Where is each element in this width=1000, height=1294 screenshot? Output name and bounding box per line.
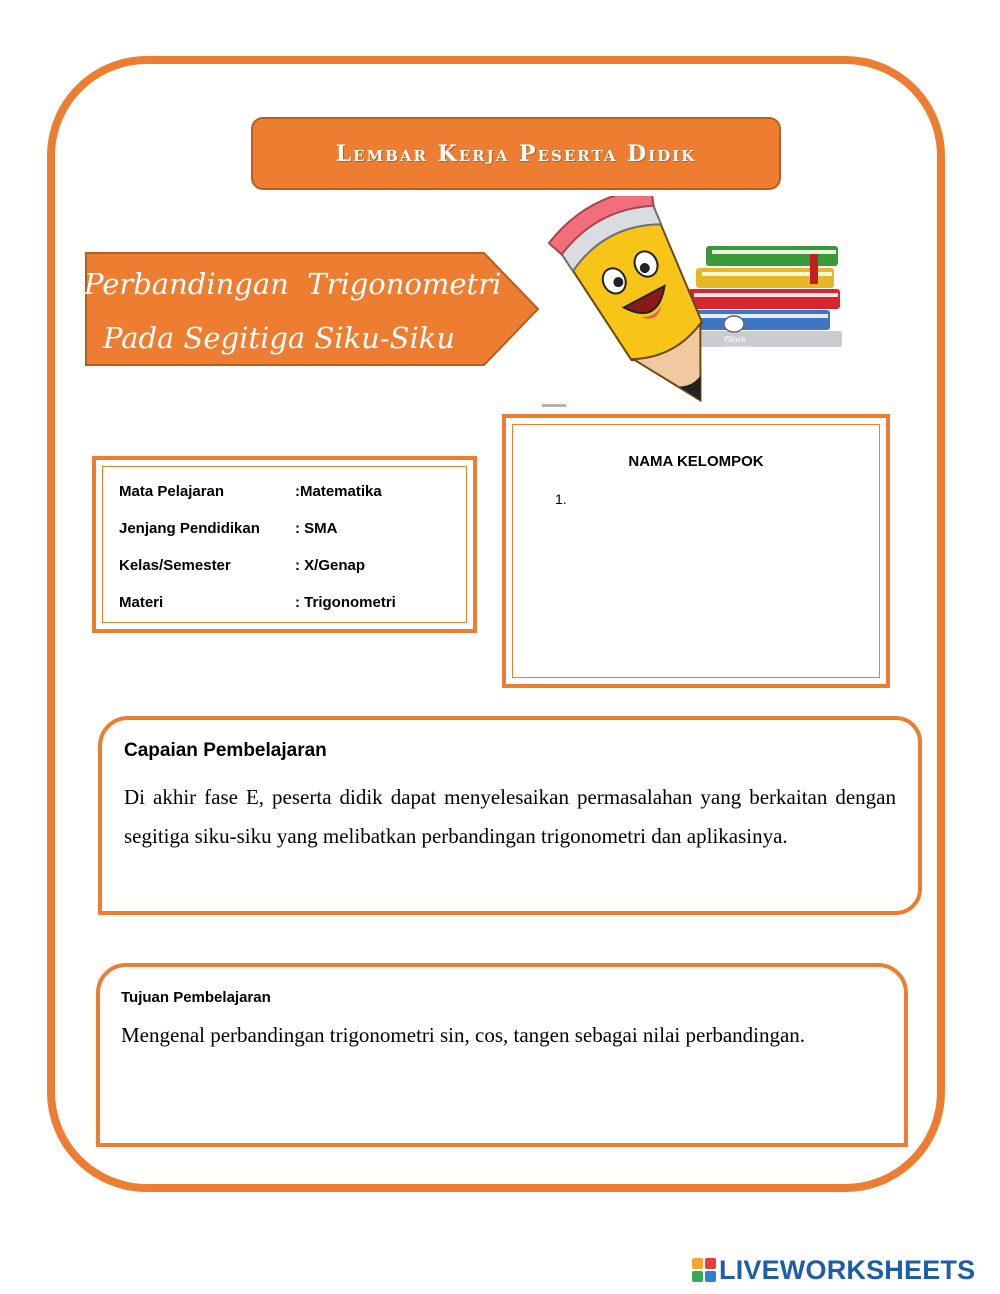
info-label: Jenjang Pendidikan xyxy=(119,520,260,537)
info-row-material xyxy=(119,594,396,611)
worksheet-title: Lembar Kerja Peserta Didik xyxy=(335,140,697,167)
topic-title xyxy=(84,257,502,365)
learning-objectives-box xyxy=(96,963,908,1147)
group-names-inner-border xyxy=(512,424,880,678)
header-banner xyxy=(251,117,781,190)
info-value: :Matematika xyxy=(295,483,382,500)
info-label: Mata Pelajaran xyxy=(119,483,225,500)
group-member-1[interactable]: 1. xyxy=(555,491,567,507)
liveworksheets-logo[interactable] xyxy=(692,1256,975,1284)
liveworksheets-logo-text: LIVEWORKSHEETS xyxy=(719,1254,976,1285)
learning-objectives-text: Mengenal perbandingan trigonometri sin, cos, tangen sebagai nilai perbandingan. xyxy=(121,1023,806,1047)
group-names-box xyxy=(502,414,890,688)
books-icon xyxy=(688,246,842,349)
info-label: Materi xyxy=(119,594,164,611)
info-row-level xyxy=(119,520,338,537)
info-value: : Trigonometri xyxy=(295,594,396,611)
subject-info-inner-border xyxy=(102,466,467,623)
learning-outcomes-text: Di akhir fase E, peserta didik dapat menyelesaikan permasalahan yang berkaitan dengan segitiga siku-siku yang melibatkan perbandingan trigonometri dan aplikasinya. xyxy=(124,785,896,848)
info-row-class xyxy=(119,557,366,574)
info-label: Kelas/Semester xyxy=(119,557,231,574)
learning-outcomes-box xyxy=(98,716,922,915)
info-value: : X/Genap xyxy=(295,557,366,574)
info-value: : SMA xyxy=(295,520,338,537)
watermark-text: iStock xyxy=(724,335,746,344)
pencil-books-illustration xyxy=(538,196,850,414)
info-row-subject xyxy=(119,483,382,500)
subject-info-box xyxy=(92,456,477,633)
learning-objectives-title: Tujuan Pembelajaran xyxy=(121,989,271,1006)
liveworksheets-logo-icon xyxy=(692,1258,716,1282)
topic-line-1: Perbandingan Trigonometri xyxy=(84,267,502,301)
credit-text: Credit: nyamol xyxy=(724,344,750,349)
group-names-title: NAMA KELOMPOK xyxy=(628,453,764,470)
topic-line-2: Pada Segitiga Siku-Siku xyxy=(102,321,456,355)
learning-outcomes-title: Capaian Pembelajaran xyxy=(124,740,327,761)
